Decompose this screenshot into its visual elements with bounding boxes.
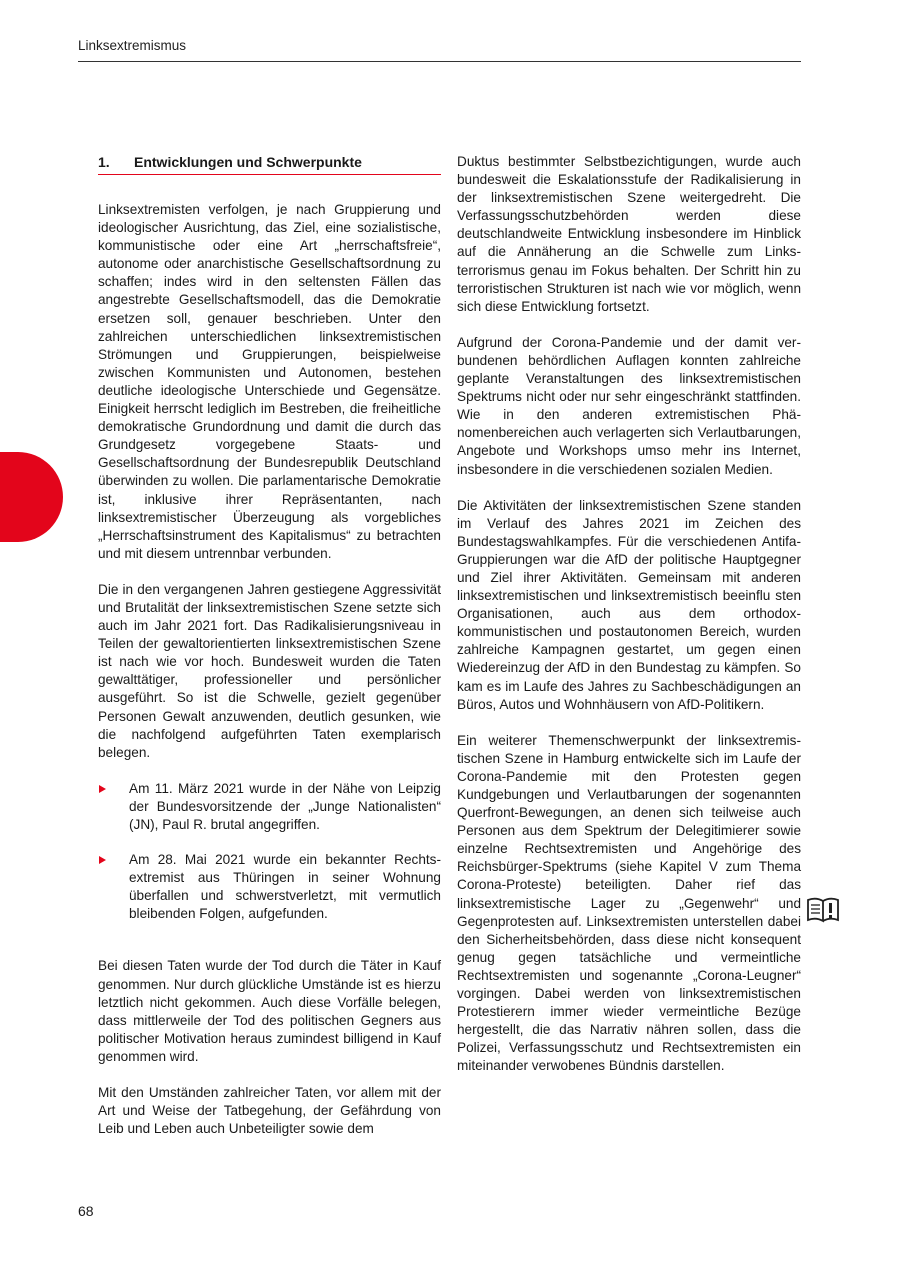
bullet-list xyxy=(98,780,441,924)
right-column xyxy=(457,153,801,1094)
header-rule xyxy=(78,61,801,62)
left-column xyxy=(98,153,441,1156)
triangle-bullet-icon xyxy=(99,856,106,864)
triangle-bullet-icon xyxy=(99,785,106,793)
paragraph: Die Aktivitäten der linksextremistischen Szene standen im Verlauf des Jahres 2021 im Zeichen des Bundestagswahlkampfes. Für die verschiedenen Antifa-Gruppierungen war die AfD der politische Hauptgegner und Ziel ihrer Aktivitäten. Gemeinsam mit anderen linksextremistischen und linksextremistisch beeinflu sten Organisationen, auch aus dem orthodox-kommunistischen und postautonomen Bereich, wurden zahlreiche Kampagnen gestartet, um gegen einen Wiedereinzug der AfD in den Bundestag zu kämpfen. So kam es im Laufe des Jahres zu Sachbeschädigungen an Büros, Autos und Wohnhäusern von AfD-Politikern. xyxy=(457,497,801,712)
list-item xyxy=(98,780,441,834)
section-heading xyxy=(98,153,441,175)
section-title: Entwicklungen und Schwerpunkte xyxy=(134,154,362,170)
section-number: 1. xyxy=(98,154,110,170)
list-item xyxy=(98,851,441,923)
paragraph: Linksextremisten verfolgen, je nach Gruppierung und ideologischer Ausrichtung, das Ziel, eine sozialistische, kommunistische oder eine Art „herrschaftsfreie“, autonome oder anarchistische Gesellschaftsordnung zu schaffen; indes wird in den seltensten Fällen das angestrebte Gesellschaftsmodell, das die Demokratie ersetzen soll, genauer beschrieben. Unter den zahlreichen unterschiedlichen linksextremistischen Strömungen und Gruppierungen, beispielweise zwischen Kommunisten und Autonomen, bestehen deutliche ideologische Unterschiede und Gegensätze. Einigkeit herrscht lediglich im Bestreben, die freiheitliche demokratische Grundordnung und damit die durch das Grundgesetz vorgegebene Staats- und Gesellschaftsordnung der Bundesrepublik Deutschland überwinden zu wollen. Die parlamentarische Demokratie ist, inklusive ihrer Repräsentanten, nach linksextremistischer Überzeugung als vorgebliches „Herrschaftsinstrument des Kapitalismus“ zu betrachten und mit diesem untrennbar verbunden. xyxy=(98,202,441,561)
paragraph: Die in den vergangenen Jahren gestiegene Aggressivität und Brutalität der linksextremistischen Szene setzte sich auch im Jahr 2021 fort. Das Radikalisierungsniveau in Teilen der gewaltorientierten linksextremistischen Szene ist nach wie vor hoch. Bundesweit wurden die Taten gewalttätiger, professioneller und persönlicher ausgeführt. So ist die Schwelle, gezielt gegenüber Personen Gewalt anzuwenden, deutlich gesunken, wie die nachfolgend aufgeführten Taten exemplarisch belegen. xyxy=(98,581,441,760)
book-reference-icon xyxy=(806,896,842,924)
list-item-text: Am 11. März 2021 wurde in der Nähe von Leipzig der Bundesvorsitzende der „Junge Nationalisten“ (JN), Paul R. brutal angegriffen. xyxy=(129,780,441,832)
page-number: 68 xyxy=(78,1203,94,1219)
chapter-side-tab xyxy=(0,452,63,542)
paragraph: Bei diesen Taten wurde der Tod durch die Täter in Kauf genommen. Nur durch glückliche Umstände ist es hierzu letztlich nicht gekommen. Auch diese Vorfälle belegen, dass mittlerweile der Tod des politischen Gegners aus politischer Motivation heraus zumindest billigend in Kauf genommen wird. xyxy=(98,958,441,1064)
list-item-text: Am 28. Mai 2021 wurde ein bekannter Rechtsextremist aus Thüringen in seiner Wohnung überfallen und schwerstverletzt, mit vermutlich bleibenden Folgen, aufgefunden. xyxy=(129,852,441,922)
running-head: Linksextremismus xyxy=(78,38,187,53)
paragraph: Aufgrund der Corona-Pandemie und der damit verbundenen behördlichen Auflagen konnten zahlreiche geplante Veranstaltungen des linksextremistischen Spektrums nicht oder nur sehr eingeschränkt stattfinden. Wie in den anderen extremistischen Phänomenbereichen auch verlagerten sich Verlautbarungen, Angebote und Workshops umso mehr ins Internet, insbesondere in die verschiedenen sozialen Medien. xyxy=(457,334,801,477)
paragraph: Ein weiterer Themenschwerpunkt der linksextremistischen Szene in Hamburg entwickelte sich im Laufe der Corona-Pandemie mit den Protesten gegen Kundgebungen und Verlautbarungen der sogenannten Querfront-Bewegungen, an denen sich teilweise auch Personen aus dem Spektrum der Delegitimierer sowie einzelne Rechtsextremisten und Angehörige des Reichsbürger-Spektrums (siehe Kapitel V zum Thema Corona-Proteste) beteiligten. Daher rief das linksextremistische Lager zu „Gegenwehr“ und Gegenprotesten auf. Linksextremisten unterstellen dabei den Sicherheitsbehörden, dass diese nicht konsequent genug gegen tatsächliche und vermeintliche Rechtsextremisten und sogenannte „Corona-Leugner“ vorgingen. Dabei werden von linksextremistischen Protestierern immer wieder vermeintliche Bezüge hergestellt, die das Narrativ nähren sollen, dass die Polizei, Verfassungsschutz und Rechtsextremisten ein miteinander verwobenes Bündnis darstellen. xyxy=(457,732,801,1074)
paragraph: Mit den Umständen zahlreicher Taten, vor allem mit der Art und Weise der Tatbegehung, der Gefährdung von Leib und Leben auch Unbeteiligter sowie dem xyxy=(98,1085,441,1137)
paragraph: Duktus bestimmter Selbstbezichtigungen, wurde auch bundesweit die Eskalationsstufe der Radikalisierung in der linksextremistischen Szene weitergedreht. Die Verfassungsschutzbehörden werden diese deutschlandweite Entwicklung insbesondere im Hinblick auf die Annäherung an die Schwelle zum Linksterrorismus genau im Fokus behalten. Der Schritt hin zu terroristischen Strukturen ist nach wie vor möglich, wenn sich diese Entwicklung fortsetzt. xyxy=(457,154,801,314)
